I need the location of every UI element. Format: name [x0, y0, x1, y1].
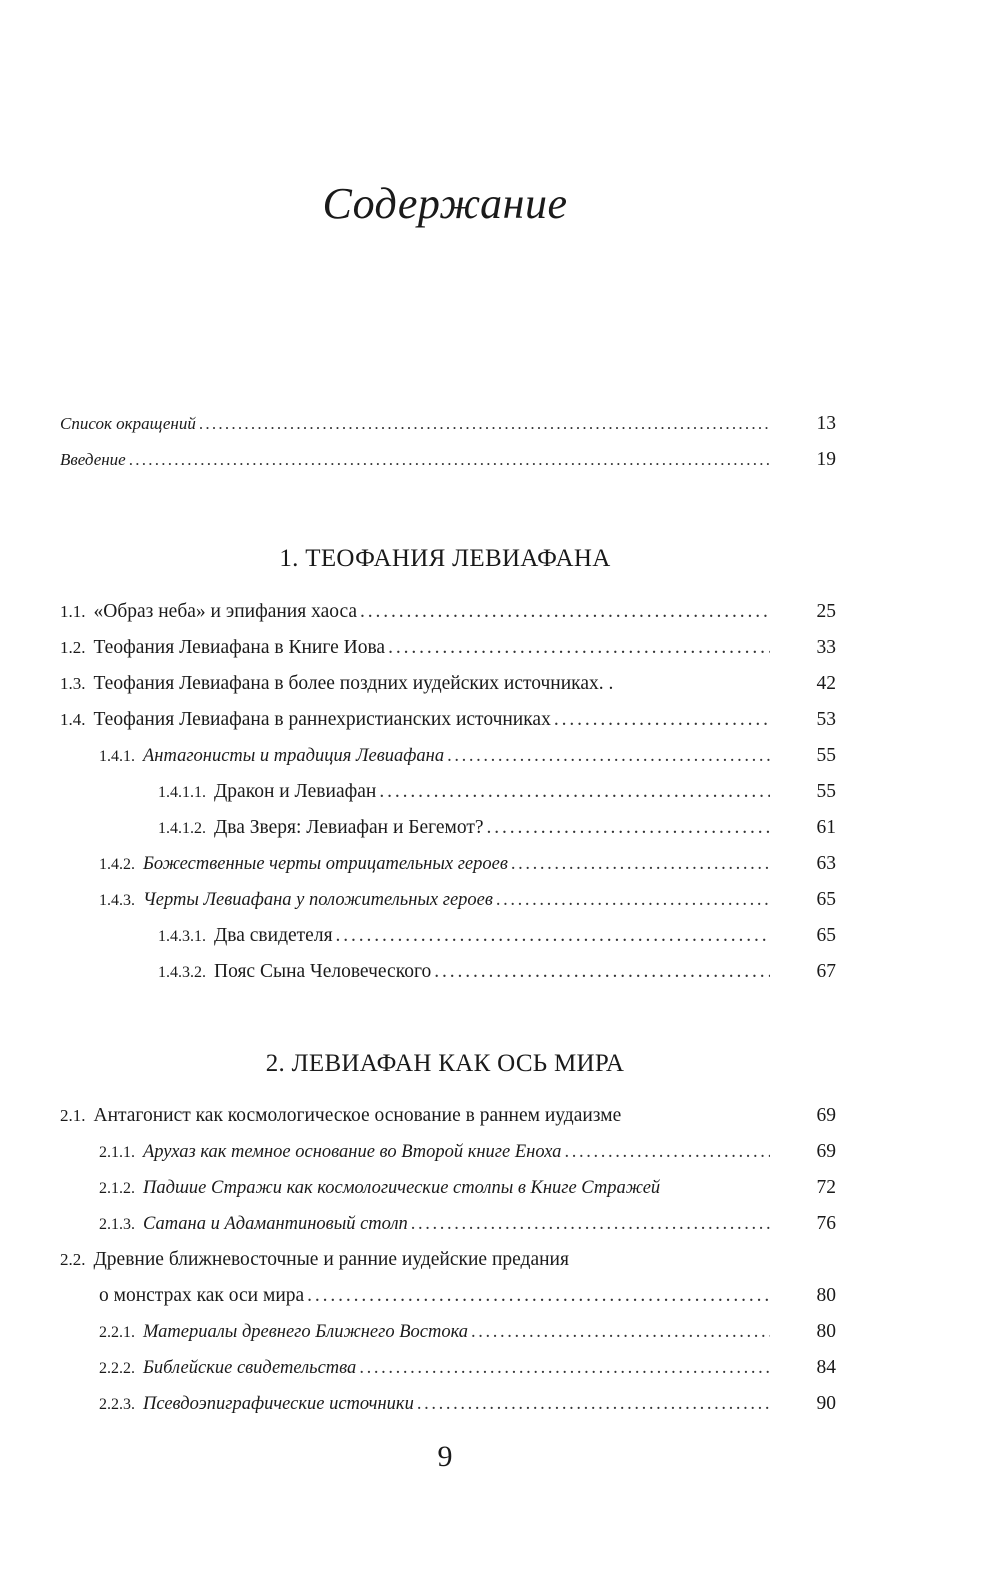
toc-entry[interactable] — [60, 810, 836, 846]
toc-entry-label: Список окращений — [60, 414, 196, 433]
toc-entry-label: Псевдоэпиграфические источники — [143, 1394, 414, 1414]
toc-entry-number: 2.1.2. — [99, 1180, 135, 1197]
toc-entry[interactable] — [60, 954, 836, 990]
toc-entry[interactable] — [60, 1098, 836, 1134]
leader-dots — [447, 738, 770, 774]
toc-entry-number: 1.4.2. — [99, 856, 135, 873]
toc-entry[interactable] — [60, 1134, 836, 1170]
toc-page-number: 65 — [816, 889, 836, 910]
toc-entry-label: Черты Левиафана у положительных героев — [143, 890, 493, 910]
toc-page-number: 67 — [816, 961, 836, 982]
toc-entry-number: 1.4.3.1. — [158, 928, 206, 945]
toc-entry-label: Материалы древнего Ближнего Востока — [143, 1322, 469, 1342]
toc-entry-label: Два свидетеля — [214, 925, 333, 946]
toc-entry[interactable] — [60, 1206, 836, 1242]
toc-entry[interactable] — [60, 594, 836, 630]
toc-page-number: 42 — [816, 673, 836, 694]
toc-page-number: 61 — [816, 817, 836, 838]
page-title: Содержание — [322, 179, 568, 228]
toc-entry[interactable] — [60, 774, 836, 810]
toc-entry-label: Библейские свидетельства — [143, 1358, 357, 1378]
toc-entry-number: 2.1. — [60, 1106, 86, 1125]
toc-entry[interactable] — [60, 738, 836, 774]
leader-dots — [471, 1314, 770, 1350]
leader-dots — [496, 882, 770, 918]
page-number: 9 — [437, 1440, 453, 1473]
toc-page-number: 13 — [816, 413, 836, 434]
leader-dots — [336, 918, 770, 954]
toc-entry[interactable] — [60, 1170, 836, 1206]
toc-page-number: 25 — [816, 601, 836, 622]
leader-dots — [359, 1350, 770, 1386]
toc-entry-number: 1.2. — [60, 638, 86, 657]
leader-dots — [129, 442, 770, 478]
leader-dots — [434, 954, 770, 990]
toc-page-number: 76 — [816, 1213, 836, 1234]
toc-entry-continuation[interactable] — [60, 1278, 836, 1314]
toc-entry-number: 2.2.1. — [99, 1324, 135, 1341]
toc-entry-label: Антагонист как космологическое основание в раннем иудаизме — [93, 1105, 622, 1126]
toc-entry-label: Введение — [60, 450, 126, 469]
toc-entry-label: Сатана и Адамантиновый столп — [143, 1214, 408, 1234]
leader-dots — [417, 1386, 770, 1422]
toc-entry[interactable] — [60, 882, 836, 918]
toc-entry-abbreviations[interactable] — [60, 406, 836, 442]
toc-entry-number: 1.4.1.1. — [158, 784, 206, 801]
toc-entry-number: 1.4.1.2. — [158, 820, 206, 837]
leader-dots — [411, 1206, 770, 1242]
leader-dots — [554, 702, 770, 738]
leader-dots — [379, 774, 770, 810]
toc-page-number: 63 — [816, 853, 836, 874]
toc-page-number: 19 — [816, 449, 836, 470]
toc-entry-label: Древние ближневосточные и ранние иудейские предания — [93, 1249, 569, 1270]
leader-dots — [199, 406, 770, 442]
toc-entry-number: 1.1. — [60, 602, 86, 621]
toc-page-number: 69 — [816, 1105, 836, 1126]
chapter-2-heading: 2. ЛЕВИАФАН КАК ОСЬ МИРА — [265, 1050, 625, 1077]
toc-entry[interactable] — [60, 1242, 836, 1278]
chapter-1-heading: 1. ТЕОФАНИЯ ЛЕВИАФАНА — [279, 545, 611, 572]
toc-entry[interactable] — [60, 846, 836, 882]
toc-entry-label: Арухаз как темное основание во Второй книге Еноха — [143, 1142, 562, 1162]
toc-entry[interactable] — [60, 702, 836, 738]
toc-entry-number: 2.2.2. — [99, 1360, 135, 1377]
toc-page-number: 80 — [816, 1285, 836, 1306]
toc-entry-number: 1.3. — [60, 674, 86, 693]
toc-entry-label: о монстрах как оси мира — [99, 1285, 305, 1306]
chapter-1-list — [60, 594, 836, 990]
chapter-2-list — [60, 1098, 836, 1422]
toc-page-number: 65 — [816, 925, 836, 946]
toc-page-number: 55 — [816, 745, 836, 766]
toc-entry-label: Пояс Сына Человеческого — [214, 961, 432, 982]
toc-entry-label: Теофания Левиафана в раннехристианских источниках — [93, 709, 551, 730]
toc-page-number: 90 — [816, 1393, 836, 1414]
toc-entry-label: «Образ неба» и эпифания хаоса — [93, 601, 358, 622]
toc-entry-number: 2.2.3. — [99, 1396, 135, 1413]
toc-page-number: 69 — [816, 1141, 836, 1162]
toc-page-number: 53 — [816, 709, 836, 730]
toc-entry-introduction[interactable] — [60, 442, 836, 478]
toc-entry[interactable] — [60, 1386, 836, 1422]
toc-entry[interactable] — [60, 1350, 836, 1386]
leader-dots — [360, 594, 770, 630]
leader-dots — [511, 846, 770, 882]
toc-page-number: 72 — [816, 1177, 836, 1198]
toc-page-number: 33 — [816, 637, 836, 658]
toc-entry-number: 2.2. — [60, 1250, 86, 1269]
toc-entry-label: Падшие Стражи как космологические столпы в Книге Стражей — [143, 1178, 661, 1198]
toc-page-number: 55 — [816, 781, 836, 802]
front-matter-list — [60, 406, 836, 478]
toc-entry-number: 1.4.3.2. — [158, 964, 206, 981]
leader-dots — [487, 810, 770, 846]
toc-entry-label: Дракон и Левиафан — [214, 781, 377, 802]
toc-page-number: 84 — [816, 1357, 836, 1378]
toc-entry[interactable] — [60, 918, 836, 954]
toc-entry-number: 1.4.3. — [99, 892, 135, 909]
toc-entry-number: 1.4.1. — [99, 748, 135, 765]
toc-entry-label: Антагонисты и традиция Левиафана — [143, 746, 445, 766]
toc-entry-label: Теофания Левиафана в Книге Иова — [93, 637, 386, 658]
toc-entry[interactable] — [60, 666, 836, 702]
toc-entry-number: 2.1.1. — [99, 1144, 135, 1161]
toc-entry-label: Теофания Левиафана в более поздних иудейских источниках. . — [93, 673, 614, 694]
toc-entry[interactable] — [60, 1314, 836, 1350]
leader-dots — [388, 630, 770, 666]
leader-dots — [307, 1278, 770, 1314]
toc-entry-number: 2.1.3. — [99, 1216, 135, 1233]
toc-entry-label: Два Зверя: Левиафан и Бегемот? — [214, 817, 484, 838]
leader-dots — [564, 1134, 770, 1170]
toc-entry-number: 1.4. — [60, 710, 86, 729]
toc-page-number: 80 — [816, 1321, 836, 1342]
toc-entry-label: Божественные черты отрицательных героев — [143, 854, 508, 874]
toc-entry[interactable] — [60, 630, 836, 666]
